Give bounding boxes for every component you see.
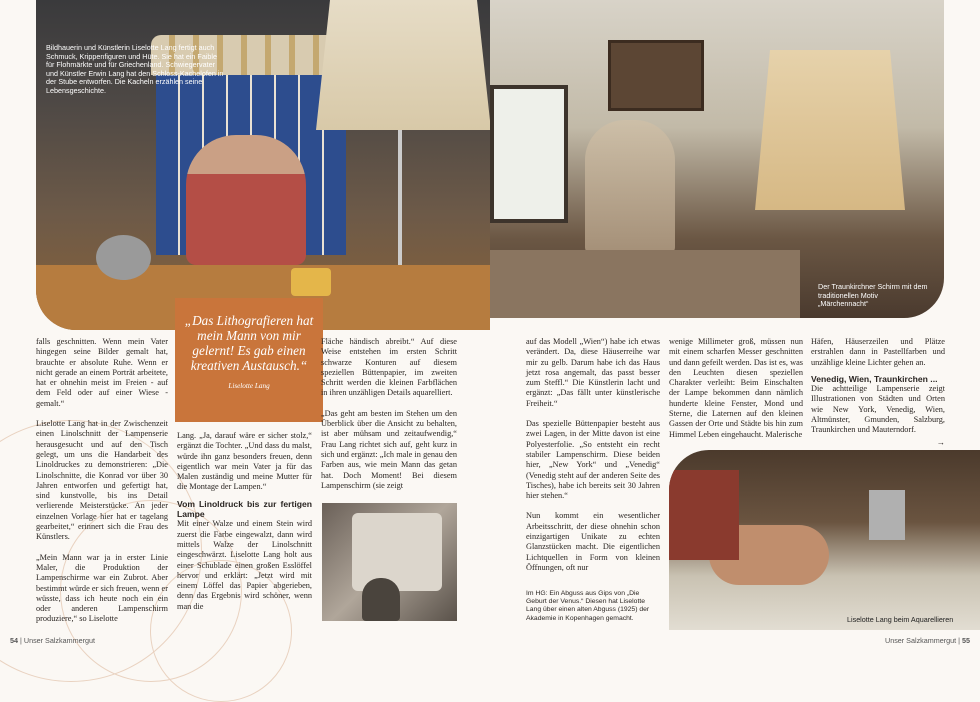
paragraph: wenige Millimeter groß, müssen nun mit einem scharfen Messer geschnitten und dann gefeilt werden. Das ist es, was den Leuchten diesen speziellen Charakter verleiht: Beim Einschalten der Lampe bekommen dann nämlich hunderte kleine Fenster, Mond und Sterne, die Laternen auf den kleinen Gassen der Orte und Städte bis hin zum Himmel Leben eingehaucht. Malerische [669, 337, 803, 439]
window [490, 85, 568, 223]
page-number-left: 54 [10, 636, 18, 645]
photo-artist-painting [669, 450, 980, 630]
artist-figure [186, 135, 306, 265]
sleeve [669, 470, 739, 560]
caption-top-left: Bildhauerin und Künstlerin Liselotte Lang fertigt auch Schmuck, Krippenfiguren und Hüte. Sie hat ein Faible für Flohmärkte und für Griechenland. Schwiegervater und Künstler Erwin Lang hat den Schloss-Kachelofen in der Stube entworfen. Die Kacheln erzählen seine Lebensgeschichte. [46, 43, 224, 95]
pull-quote-author: Liselotte Lang [228, 382, 270, 390]
paragraph: auf das Modell „Wien“) habe ich etwas verändert. Da, diese Häuserreihe war mir zu gelb. Darum habe ich das Haus jetzt rosa angemalt, das passt besser zum Steffl.“ Die Künstlerin lacht und ergänzt: „Das fällt unter künstlerische Freiheit.“ [526, 337, 660, 408]
photo-room-pieta-lamp [490, 0, 944, 318]
continue-arrow: → [936, 437, 945, 447]
text-column-3 [321, 337, 457, 501]
paragraph: Häfen, Häuserzeilen und Plätze erstrahlen dann in Pastellfarben und unzählige kleine Lichter gehen an. [811, 337, 945, 367]
paragraph: Das spezielle Büttenpapier besteht aus zwei Lagen, in der Mitte davon ist eine Polyesterfolie. „So entsteht ein recht stabiler Lampenschirm. Diese beiden hier, „New York“ und „Venedig“ (Venedig steht auf der anderen Seite des Tisches), habe ich bereits seit 30 Jahren hier stehen.“ [526, 419, 660, 501]
text-column-5 [669, 337, 803, 450]
text-column-6 [811, 337, 945, 448]
table-with-bowls [490, 250, 800, 318]
paragraph: „Das geht am besten im Stehen um den Überblick über die Ansicht zu behalten, ist aber mühsam und zeitaufwendig,“ Frau Lang richtet sich auf, geht kurz in sich und ergänzt: „Ich male in genau den Farben aus, wie mein Mann das getan hat. Doch Moment! Bei diesem Lampenschirm (sie zeigt [321, 408, 457, 490]
photo-venus-relief [322, 503, 457, 621]
buddha-figure [362, 578, 400, 621]
text-column-4 [526, 337, 660, 583]
caption-top-right: Der Traunkirchner Schirm mit dem traditionellen Motiv „Märchennacht“ [818, 282, 928, 309]
photo-artist-at-table [36, 0, 490, 330]
pieta-statue [585, 120, 675, 255]
lampshade-cityscape [316, 0, 490, 130]
paragraph: Lang. „Ja, darauf wäre er sicher stolz,“ ergänzt die Tochter. „Und dass du malst, würde ihn ganz besonders freuen, denn eigentlich war mein Vater ja für das Malen zuständig und meine Mutter für die Montage der Lampen.“ [177, 431, 312, 492]
caption-bottom-right: Liselotte Lang beim Aquarellieren [847, 615, 954, 624]
subheading-venedig: Venedig, Wien, Traunkirchen ... [811, 373, 938, 384]
pull-quote-text: „Das Lithografieren hat mein Mann von mir gelernt! Es gab einen kreativen Austausch.“ [184, 313, 314, 373]
caption-venus: Im HG: Ein Abguss aus Gips von „Die Geburt der Venus.“ Diesen hat Liselotte Lang über einen alten Abguss (1925) der Akademie in Kopenhagen gemacht. [526, 590, 650, 622]
brush-cup [869, 490, 905, 540]
text-column-1 [36, 337, 168, 635]
text-column-2 [177, 431, 312, 622]
paragraph: Liselotte Lang hat in der Zwischenzeit einen Linolschnitt der Lampenserie herausgesucht und auf den Tisch gelegt, um uns die Handarbeit des Linoldruckes zu demonstrieren: „Die Linolschnitte, die Konrad vor über 30 Jahren entworfen und gefertigt hat, sind kunstvolle, bis ins Detail verlierende Meisterstücke. An jeder einzelnen Vorlage hier hat er tagelang gearbeitet,“ erinnert sich die Frau des Künstlers. [36, 419, 168, 542]
teapot [96, 235, 151, 280]
subheading-linoldruck: Vom Linoldruck bis zur fertigen Lampe [177, 498, 312, 520]
footer-right: Unser Salzkammergut | 55 [885, 636, 970, 645]
lampshade-sailing-ships [755, 50, 905, 210]
wall-painting [608, 40, 704, 111]
paragraph: Fläche händisch abreibt.“ Auf diese Weise entstehen im ersten Schritt schwarze Konturen auf diesem speziellen Büttenpapier, im zweiten Schritt werden die kleinen Farbflächen in ihren unzähligen Details aquarelliert. [321, 337, 457, 398]
paragraph: „Mein Mann war ja in erster Linie Maler, die Produktion der Lampenschirme war ein Zubrot. Aber bestimmt würde er sich freuen, wenn er wüsste, dass ich heute noch ein ein oder anderen Lampenschirm produziere,“ so Liselotte [36, 552, 168, 624]
footer-left: 54 | Unser Salzkammergut [10, 636, 95, 645]
paragraph: Mit einer Walze und einem Stein wird zuerst die Farbe eingewalzt, dann wird mittels Walze der Linolschnitt eingeschwärzt. Liselotte Lang holt aus einer Schublade einen großen Esslöffel hervor und erklärt: „Jetzt wird mit einem Löffel das Papier abgerieben, denn das Ergebnis wird schöner, wenn man die [177, 519, 312, 611]
paragraph: Die achtteilige Lampenserie zeigt Illustrationen von Städten und Orten wie New York, Venedig, Wien, Altmünster, Gmunden, Salzburg, Traunkirchen und Mauterndorf. [811, 384, 945, 435]
page-number-right: 55 [962, 636, 970, 645]
pull-quote-box [175, 298, 323, 422]
plaster-relief [352, 513, 442, 591]
paragraph: Nun kommt ein wesentlicher Arbeitsschritt, der diese ohnehin schon einzigartigen Unikate zu echten Glanzstücken macht. Die eigentlichen Lichtquellen in Form von kleinen Öffnungen, oft nur [526, 511, 660, 572]
paragraph: falls geschnitten. Wenn mein Vater hingegen seine Bilder gemalt hat, brauchte er absolute Ruhe. Wenn er nicht gerade an einem Porträt arbeitete, hat er ohnehin meist im Freien - auf dem Feld oder auf einer Wiese - gemalt.“ [36, 337, 168, 408]
cheese-plate [291, 268, 331, 296]
magazine-name-right: Unser Salzkammergut [885, 636, 957, 645]
magazine-name-left: Unser Salzkammergut [23, 636, 95, 645]
